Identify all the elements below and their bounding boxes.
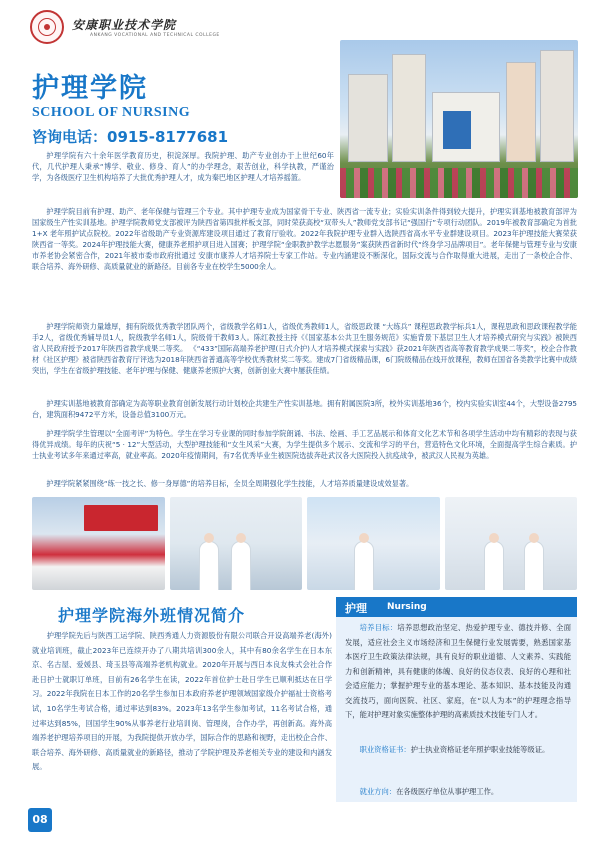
page-subtitle-en: SCHOOL OF NURSING <box>32 105 191 120</box>
college-emblem-icon <box>30 10 64 44</box>
employment-text: 在各级医疗单位从事护理工作。 <box>396 787 499 796</box>
emblem-center <box>44 24 50 30</box>
nurse-figure <box>200 542 218 590</box>
campus-building <box>392 54 426 162</box>
intro-paragraph: 护理学院有六十余年医学教育历史，积淀深厚。我院护理、助产专业创办于上世纪60年代，几代护理人秉承“博学、敬业、修身、育人”的办学理念，艰苦创业，科学执教，严谨治学，为各级医疗卫生机构培养了大批优秀护理人才，成为秦巴地区护理人才培养摇篮。 <box>32 151 334 183</box>
nurse-figure <box>232 542 250 590</box>
school-name-cn: 安康职业技术学院 <box>72 18 177 32</box>
photo-group-ceremony <box>32 497 165 590</box>
employment-label: 就业方向： <box>359 787 397 796</box>
training-base-paragraph: 护理实训基地被教育部确定为高等职业教育创新发展行动计划校企共建生产性实训基地。拥有附属医院3所，校外实训基地36个，校内实验实训室44个，大型设备2795台，建筑面积9472平方米，设备总值3100万元。 <box>32 399 577 420</box>
major-name: 护理 <box>345 602 367 615</box>
photo-nursing-practice <box>170 497 303 590</box>
consult-phone: 咨询电话：0915-8177681 <box>32 128 229 146</box>
abroad-section-text: 护理学院先后与陕西工运学院、陕西秀通人力资源股份有限公司联合开设高端养老(海外)就业培训班，截止2023年已连续开办了八期共培训300余人，其中有80余名学生在日本东京、名古屋、爱媛县、琦玉县等高端养老机构就业。2020年开展与西日本良友株式会社合作赴日护士就职订单班，目前有26名学生在读，2022年首位护士赴日学生已顺利抵达在日学习。2022年我院在日本工作的20名学生参加日本政府养老护理领域国家级介护福祉士资格考试，10名学生考试合格，通过率达到83%。2023年13名学生参加考试，11名考试合格，通过率达到85%，回国学生90%从事养老行业培训岗、管理岗，合作办学，再创新高。海外高端养老护理培养项目的开展，为我院提供开放办学，国际合作的思路和视野，走出校企合作、联合培养、海外研修、高质量就业的新路径，推动了学院护理及养老相关专业的建设和内涵发展。 <box>32 631 332 772</box>
photo-strip <box>32 497 577 590</box>
faculty-paragraph: 护理学院师资力量雄厚，拥有院级优秀教学团队两个，省级教学名师1人，省级优秀教师1人，省级思政课 “大练兵” 课程思政教学标兵1人，课程思政和思政课程教学能手2人，省级优秀辅导员1人，院级教学名师1人，院级骨干教师3人。陈红教授主持《《国家基本公共卫生服务规范》实施背景下基层卫生人才培养模式研究与实践》被陕西省人民政府授予2017年陕西省教学成果二等奖。 《“433”国际高端养老护理(日式介护)人才培养模式探索与实践》获2021年陕西省高等教育教学成果二等奖”，校企合作教材《社区护理》被省陕西省教育厅评选为2018年陕西省普通高等学校优秀教材奖二等奖。建成7门省级精品课，6门院级精品在线开放课程，教师在国省各类教学比赛中成绩突出，学生在省级护理技能、老年护理与保健、健康养老照护大赛，创新创业大赛中屡获佳绩。 <box>32 322 577 376</box>
major-goal <box>345 621 571 723</box>
page-header <box>0 0 601 38</box>
campus-building <box>506 62 536 162</box>
goal-label: 培养目标： <box>359 623 398 632</box>
goal-paragraph: 护理学院紧紧围绕“练一技之长、修一身厚德”的培养目标，全员全周期强化学生技能，人才培养质量建设成效显著。 <box>46 479 414 488</box>
ceremony-banner <box>84 505 158 531</box>
nurse-head <box>359 533 369 543</box>
major-employment <box>345 785 571 800</box>
campus-flowerbed <box>340 168 578 198</box>
nurse-head <box>529 533 539 543</box>
majors-paragraph: 护理学院目前有护理、助产、老年保健与管理三个专业。其中护理专业成为国家骨干专业、陕西省一流专业；实验实训条件得到较大提升，护理实训基地被教育部评为国家级生产性实训基地。护理学院教师党支部被评为陕西省第四批样板支部，同时荣获高校“双带头人”教师党支部书记“强国行”专项行动团队。2019年被教育部确定为首批 1+X 老年照护试点院校。2022年省级助产专业资源库建设项目通过了教育厅验收。2022年我院护理专业群入选陕西省高水平专业群建设项目。2023年护理技能大赛荣获陕西省一等奖。2024年护理技能大赛，健康养老照护项目进入国赛；护理学院“金职教护教学志愿服务”案获陕西省新时代“终身学习品牌项目”。老年保健与管理专业与安康市养老协会紧密合作，2021年被市委市政府批通过 安康市康养人才培养院士专家工作站。专业内涵建设不断深化，国际交流与合作取得重大进展，走出了一条校企合作、联合培养、海外研修、高质量就业的新路径。目前各专业在校学生5000余人。 <box>32 207 577 272</box>
nurse-head <box>489 533 499 543</box>
campus-building <box>348 74 388 162</box>
major-certificate <box>345 743 571 758</box>
student-management-paragraph: 护理学院学生管理以“全面考评”为特色。学生在学习专业课的同时参加学院朗诵、书法、绘画、手工艺品展示和体育文化艺术节和各项学生活动中均有精彩的表现与获得优异成绩。每年的庆祝“5 · 12”大型活动，大型护理技能和“女生风采”大赛，为学生提供多个展示、交流和学习的平台，营造特色文化环境，全面提高学生综合素质。护士执业考试多年来通过率高，就业率高。2020年疫情期间，有7名优秀毕业生被医院选拔奔赴武汉各大医院投入抗疫战争，被武汉人民视为英雄。 <box>32 429 577 461</box>
photo-nurse-training <box>445 497 578 590</box>
nurse-head <box>236 533 246 543</box>
certificate-label: 职业资格证书： <box>359 745 411 754</box>
page-number: 08 <box>28 808 52 832</box>
goal-text: 培养思想政治坚定、热爱护理专业、德技并修、全面发展，适应社会主义市场经济和卫生保健行业发展需要，熟悉国家基本医疗卫生政策法律法规，具有良好的职业道德、人文素养、实践能力和创新精神，具有健康的体魄、良好的仪态仪表、良好的心理和社会适应能力；掌握护理专业的基本理论、基本知识、基本技能及沟通交流技巧，面向医院、社区、家庭，在“以人为本”的护理理念指导下，能对护理对象实施整体护理的高素质技术技能专门人才。 <box>345 623 572 719</box>
nurse-figure <box>355 542 373 590</box>
photo-patient-care <box>307 497 440 590</box>
building-glass-facade <box>443 111 471 149</box>
major-name-en: Nursing <box>387 602 427 612</box>
major-info-panel <box>336 597 577 802</box>
major-header-bar <box>336 597 577 617</box>
page-title: 护理学院 <box>32 73 148 104</box>
certificate-text: 护士执业资格证老年照护职业技能等级证。 <box>410 745 550 754</box>
abroad-section-title: 护理学院海外班情况简介 <box>58 606 246 625</box>
campus-building-main <box>432 92 500 162</box>
nurse-head <box>204 533 214 543</box>
school-name-en: ANKANG VOCATIONAL AND TECHNICAL COLLEGE <box>90 33 220 38</box>
campus-photo <box>340 40 578 198</box>
nurse-figure <box>485 542 503 590</box>
campus-building <box>540 50 574 162</box>
nurse-figure <box>525 542 543 590</box>
